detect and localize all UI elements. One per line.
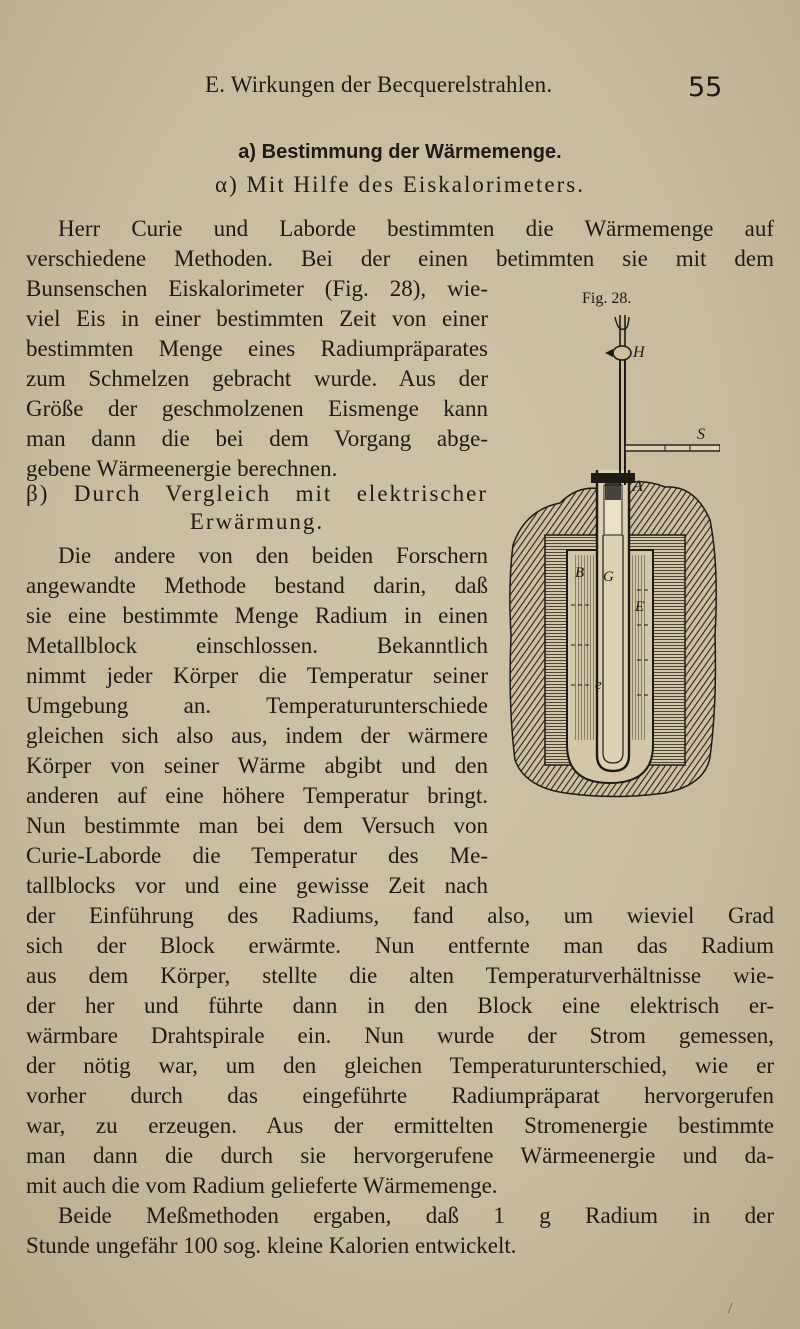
paragraph-beta-narrow [26,541,488,901]
paragraph-alpha-full [26,214,774,274]
running-header: E. Wirkungen der Becquerelstrahlen. [205,72,553,97]
paragraph-alpha-narrow [26,274,488,484]
figure-label-g: G [603,569,614,585]
text-line: Bunsenschen Eiskalorimeter (Fig. 28), wie- [26,276,488,301]
figure-label-h: H [633,344,645,361]
figure-label-e-upper: E [635,599,645,615]
text-line: nimmt jeder Körper die Temperatur seiner [26,663,488,688]
page-number: 55 [688,72,723,103]
figure-label-a: A [633,478,643,495]
text-line: anderen auf eine höhere Temperatur bringt. [26,783,488,808]
text-line: war, zu erzeugen. Aus der ermittelten Stromenergie bestimmte [26,1113,774,1138]
text-line: man dann die durch sie hervorgerufene Wärmeenergie und da- [26,1143,774,1168]
text-line: Körper von seiner Wärme abgibt und den [26,753,488,778]
text-line: man dann die bei dem Vorgang abge- [26,426,488,451]
text-line: gleichen sich also aus, indem der wärmere [26,723,488,748]
text-line: verschiedene Methoden. Bei der einen betimmten sie mit dem [26,246,774,271]
subsection-heading-beta [26,479,488,509]
paragraph-beta-full [26,901,774,1261]
text-line: vorher durch das eingeführte Radiumpräparat hervorgerufen [26,1083,774,1108]
text-line: Beide Meßmethoden ergaben, daß 1 g Radium in der [58,1203,774,1228]
text-line: Stunde ungefähr 100 sog. kleine Kalorien entwickelt. [26,1233,517,1258]
text-line: der her und führte dann in den Block eine elektrisch er- [26,993,774,1018]
margin-mark: / [728,1300,733,1317]
text-line: Herr Curie und Laborde bestimmten die Wärmemenge auf [58,216,774,241]
figure-label-s: S [697,426,705,443]
text-line: zum Schmelzen gebracht wurde. Aus der [26,366,488,391]
text-line: Die andere von den beiden Forschern [58,543,488,568]
section-heading: a) Bestimmung der Wärmemenge. [238,141,562,163]
heading-line: β) Durch Vergleich mit elektrischer [26,481,488,506]
text-line: aus dem Körper, stellte die alten Temperaturverhältnisse wie- [26,963,774,988]
text-line: Curie-Laborde die Temperatur des Me- [26,843,488,868]
text-line: mit auch die vom Radium gelieferte Wärmemenge. [26,1173,498,1198]
text-line: Größe der geschmolzenen Eismenge kann [26,396,488,421]
text-line: der Einführung des Radiums, fand also, um wieviel Grad [26,903,774,928]
calorimeter-figure [505,305,720,815]
text-line: gebene Wärmeenergie berechnen. [26,456,338,481]
heading-line: Erwärmung. [189,509,325,534]
figure-label-e-lower: e [595,677,602,693]
text-line: wärmbare Drahtspirale ein. Nun wurde der Strom gemessen, [26,1023,774,1048]
figure-label-b: B [575,565,585,581]
text-line: der nötig war, um den gleichen Temperaturunterschied, wie er [26,1053,774,1078]
text-line: Nun bestimmte man bei dem Versuch von [26,813,488,838]
text-line: sich der Block erwärmte. Nun entfernte man das Radium [26,933,774,958]
text-line: viel Eis in einer bestimmten Zeit von einer [26,306,488,331]
figure-caption: Fig. 28. [582,290,632,307]
text-line: Metallblock einschlossen. Bekanntlich [26,633,488,658]
text-line: sie eine bestimmte Menge Radium in einen [26,603,488,628]
text-line: angewandte Methode bestand darin, daß [26,573,488,598]
text-line: bestimmten Menge eines Radiumpräparates [26,336,488,361]
text-line: Umgebung an. Temperaturunterschiede [26,693,488,718]
text-line: tallblocks vor und eine gewisse Zeit nach [26,873,488,898]
subsection-heading-alpha: α) Mit Hilfe des Eiskalorimeters. [215,172,585,197]
